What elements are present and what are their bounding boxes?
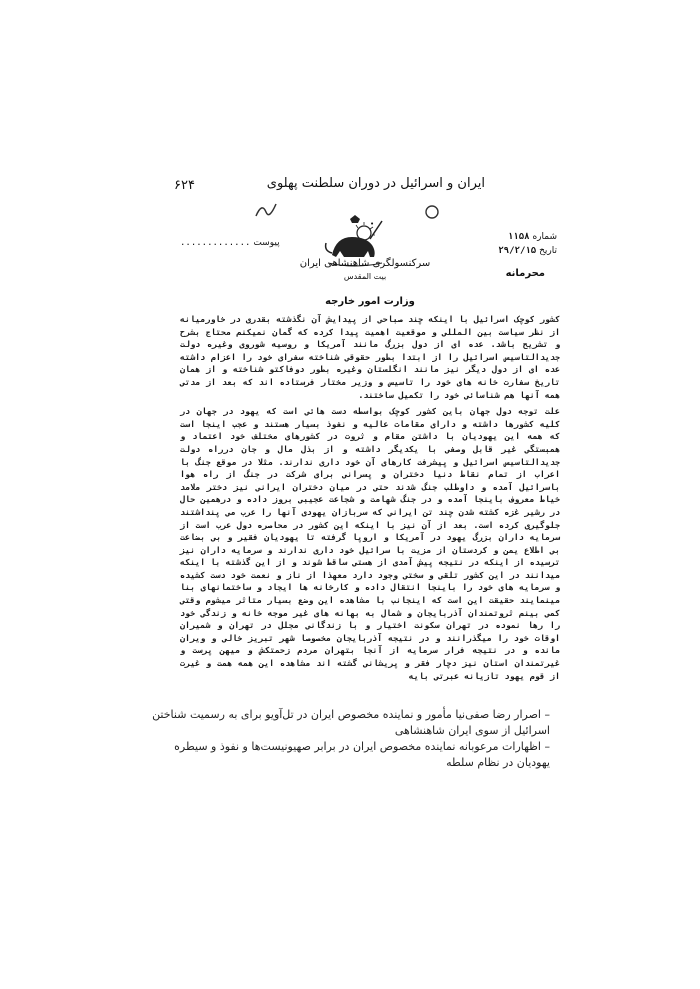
number-value: ۱۱۵۸ [507, 232, 530, 242]
letter-document [180, 198, 560, 698]
enclosure-text: پیوست [253, 238, 280, 248]
paragraph: علت توجه دول جهان باین کشور کوچک بواسطه دست هائی است که یهود در جهان در کلیه کشورها داشته و دارای مقامات عالیه و نفوذ بسیار هستند و عجب اینجا است که همه این یهودیان با داشتن مقام و ثروت در کشورهای مختلف خود اعتماد و همبستگی غیر قابل وصفی با یکدیگر داشته و از بذل مال و جان درراه دولت جدیدالتاسیس اسرائیل و پیشرفت کارهای آن خود داری ندارند. مثلا در موقع جنگ با اعراب از تمام نقاط دنیا دختران و پسرانی برای شرکت در جنگ از راه هوا باسرائیل آمده و داوطلب جنگ شدند حتی در میان دختران ایرانی نیز دختر ملامد خیاط معروف باینجا آمده و در جنگ شهامت و شجاعت عجیبی بروز داده و درهمین حال در رشیر غزه کشته شدن چند تن ایرانی که سربازان یهودی آنها را عرب می پنداشتند جلوگیری کرده است. بعد از آن نیز با اینکه این کشور در محاصره دول عرب است از سرمایه داران بزرگ یهود در آمریکا و اروپا گرفته تا یهودیان فقیر و بی بضاعت بی اطلاع یمن و کردستان از مزیت با سرائیل خود داری ندارند و سرمایه داران نیز ترسیده از اینکه در نتیجه پیش آمدی از هستی ساقط شوند و از این گذشته با اینکه میدانند در این کشور تلقی و سختی وجود دارد معهذا از ناز و نعمت خود دست کشیده و سرمایه های خود را باینجا انتقال داده و کارخانه ها ایجاد و ساختمانهای بنا مینمایند حقیقت این است که اینجانب با مشاهده این وضع بسیار متاثر میشوم وقتی کمی بینم ثروتمندان آذربایجان و شمال به بهانه های غیر موجه خانه و زندگی خود را رها نموده در تهران سکونت اختیار و با زندگانی مجلل در تهران و شمیران اوقات خود را میگذرانند و در نتیجه آذربایجان مخصوصا شهر تبریز خالی و ویران مانده و در نتیجه فرار سرمایه از آنجا بتهران مردم زحمتکش و میهن پرست و غیرتمندان استان نیز دچار فقر و پریشانی گشته اند مشاهده این همه همت و غیرت از قوم یهود تازیانه عبرتی بایه [180, 406, 560, 681]
page-header [0, 0, 700, 200]
date-value: ۲۹/۲/۱۵ [498, 246, 537, 256]
caption: – اصرار رضا صفی‌نیا مأمور و نماینده مخصوص ایران در تل‌آویو برای به رسمیت شناختن اسرائیل از سوی ایران شاهنشاهی [152, 708, 550, 737]
classification-stamp: محرمانه [505, 268, 545, 279]
letter-meta [498, 230, 557, 258]
city-name: بیت المقدس [343, 272, 387, 281]
enclosure-label: پیوست ............. [180, 238, 280, 248]
number-row [498, 230, 557, 244]
running-title: ایران و اسرائیل در دوران سلطنت پهلوی [266, 176, 485, 191]
circle-mark-icon [420, 202, 444, 222]
letter-body [180, 313, 560, 685]
consulate-name: سرکنسولگری شاهنشاهی ایران [299, 258, 431, 269]
caption: – اظهارات مرعوبانه نماینده مخصوص ایران در برابر صهیونیست‌ها و نفوذ و سیطره یهودیان در نظام سلطه [174, 740, 550, 769]
date-label: تاریخ [539, 246, 557, 256]
date-row [498, 244, 557, 258]
paragraph: کشور کوچک اسرائیل با اینکه چند صباحی از پیدایش آن نگذشته بقدری در خاورمیانه از نظر سیاست بین المللی و موقعیت اهمیت پیدا کرده که گمان نمیکنم محتاج بشرح و تشریح باشد. عده ای از دول بزرگ مانند آمریکا و روسیه شوروی وغیره دولت جدیدالتاسیس اسرائیل را از ابتدا بطور حقوقی شناخته سفرای خود را اعزام داشته عده ای از دول دیگر نیز مانند انگلستان وغیره بطور دوفاکتو شناخته و از همان تاریخ سفارت خانه های خود را تاسیس و وزیر مختار فرستاده اند که بعد از مدتی همه آنها هم شناسائی خود را تکمیل ساختند. [180, 314, 560, 400]
handwritten-mark-icon [252, 198, 282, 222]
number-label: شماره [532, 232, 557, 242]
page-number: ۶۲۴ [174, 178, 195, 193]
recipient: وزارت امور خارجه [325, 296, 415, 307]
captions [150, 707, 550, 771]
stamp-mark: • [370, 220, 375, 228]
